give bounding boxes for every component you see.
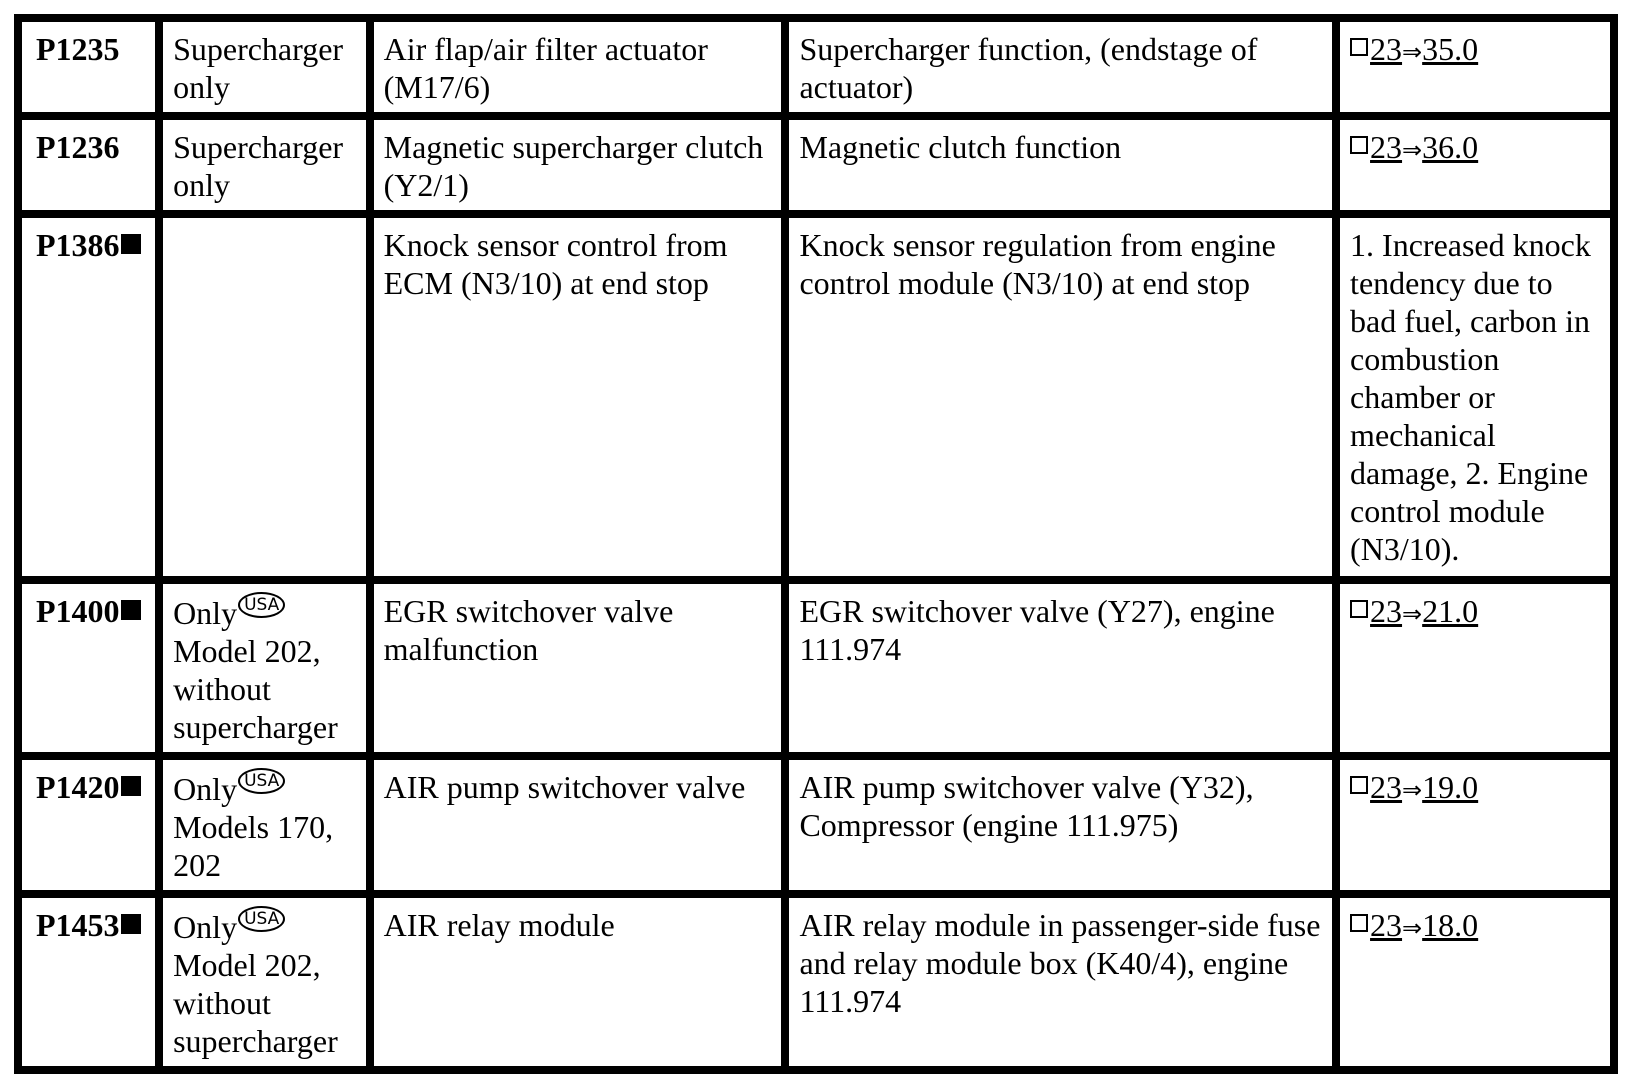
applicability-cell xyxy=(159,214,370,580)
test-text: AIR relay module in passenger-side fuse and relay module box (K40/4), engine 111.974 xyxy=(799,907,1321,1019)
reference-cell xyxy=(1336,18,1614,116)
reference-group[interactable] xyxy=(1350,907,1478,943)
arrow-right-icon: ⇒ xyxy=(1402,914,1423,942)
arrow-right-icon: ⇒ xyxy=(1402,136,1423,164)
reference-step-link[interactable]: 21.0 xyxy=(1422,593,1479,629)
marker-square-icon xyxy=(121,600,141,620)
applicability-prefix: Only xyxy=(173,909,238,945)
note-text: 1. Increased knock tendency due to bad fuel, carbon in combustion chamber or mechanical damage, 2. Engine control module (N3/10). xyxy=(1350,227,1591,567)
reference-step-link[interactable]: 18.0 xyxy=(1422,907,1479,943)
component-cell xyxy=(370,756,786,894)
applicability-detail: Model 202, without supercharger xyxy=(173,947,338,1059)
checkbox-icon xyxy=(1350,600,1368,618)
applicability-cell xyxy=(159,756,370,894)
applicability-cell xyxy=(159,18,370,116)
fault-code-cell xyxy=(18,756,159,894)
reference-group[interactable] xyxy=(1350,593,1478,629)
fault-code-cell xyxy=(18,116,159,214)
reference-section-link[interactable]: 23 xyxy=(1370,907,1403,943)
arrow-right-icon: ⇒ xyxy=(1402,600,1423,628)
component-text: Air flap/air filter actuator (M17/6) xyxy=(383,31,708,105)
reference-cell xyxy=(1336,116,1614,214)
component-text: EGR switchover valve malfunction xyxy=(383,593,674,667)
component-cell xyxy=(370,116,786,214)
fault-code-cell xyxy=(18,18,159,116)
fault-code: P1400 xyxy=(36,593,120,629)
test-text: Supercharger function, (endstage of actuator) xyxy=(799,31,1258,105)
table-row xyxy=(18,214,1614,580)
component-text: Magnetic supercharger clutch (Y2/1) xyxy=(383,129,764,203)
fault-code-cell xyxy=(18,580,159,756)
reference-step-link[interactable]: 19.0 xyxy=(1422,769,1479,805)
test-cell xyxy=(785,116,1336,214)
reference-step-link[interactable]: 35.0 xyxy=(1422,31,1479,67)
arrow-right-icon: ⇒ xyxy=(1402,38,1423,66)
fault-code: P1420 xyxy=(36,769,120,805)
reference-group[interactable] xyxy=(1350,31,1478,67)
reference-section-link[interactable]: 23 xyxy=(1370,593,1403,629)
fault-code: P1453 xyxy=(36,907,120,943)
table-body xyxy=(18,18,1614,1070)
reference-group[interactable] xyxy=(1350,769,1478,805)
usa-badge-icon: USA xyxy=(238,592,285,618)
component-text: AIR pump switchover valve xyxy=(383,769,746,805)
component-cell xyxy=(370,214,786,580)
marker-square-icon xyxy=(121,234,141,254)
reference-step-link[interactable]: 36.0 xyxy=(1422,129,1479,165)
test-text: EGR switchover valve (Y27), engine 111.974 xyxy=(799,593,1275,667)
fault-code-cell xyxy=(18,214,159,580)
checkbox-icon xyxy=(1350,776,1368,794)
table-row xyxy=(18,116,1614,214)
checkbox-icon xyxy=(1350,136,1368,154)
component-cell xyxy=(370,18,786,116)
test-cell xyxy=(785,580,1336,756)
applicability-detail: Model 202, without supercharger xyxy=(173,633,338,745)
applicability-cell xyxy=(159,116,370,214)
applicability-prefix: Supercharger only xyxy=(173,129,344,203)
applicability-prefix: Only xyxy=(173,595,238,631)
arrow-right-icon: ⇒ xyxy=(1402,776,1423,804)
component-text: Knock sensor control from ECM (N3/10) at end stop xyxy=(383,227,728,301)
checkbox-icon xyxy=(1350,914,1368,932)
fault-code: P1386 xyxy=(36,227,120,263)
usa-badge-icon: USA xyxy=(238,906,285,932)
fault-code: P1235 xyxy=(36,31,120,67)
diagnostic-code-table xyxy=(14,14,1618,1074)
fault-code: P1236 xyxy=(36,129,120,165)
applicability-prefix: Only xyxy=(173,771,238,807)
applicability-prefix: Supercharger only xyxy=(173,31,344,105)
component-cell xyxy=(370,580,786,756)
reference-cell xyxy=(1336,756,1614,894)
test-cell xyxy=(785,756,1336,894)
reference-cell xyxy=(1336,580,1614,756)
marker-square-icon xyxy=(121,914,141,934)
marker-square-icon xyxy=(121,776,141,796)
test-cell xyxy=(785,214,1336,580)
test-text: Knock sensor regulation from engine control module (N3/10) at end stop xyxy=(799,227,1276,301)
checkbox-icon xyxy=(1350,38,1368,56)
component-text: AIR relay module xyxy=(383,907,615,943)
usa-badge-icon: USA xyxy=(238,768,285,794)
table-row xyxy=(18,580,1614,756)
applicability-detail: Models 170, 202 xyxy=(173,809,334,883)
test-text: Magnetic clutch function xyxy=(799,129,1122,165)
test-text: AIR pump switchover valve (Y32), Compressor (engine 111.975) xyxy=(799,769,1254,843)
reference-group[interactable] xyxy=(1350,129,1478,165)
table-row xyxy=(18,756,1614,894)
applicability-cell xyxy=(159,580,370,756)
reference-section-link[interactable]: 23 xyxy=(1370,129,1403,165)
test-cell xyxy=(785,18,1336,116)
reference-section-link[interactable]: 23 xyxy=(1370,769,1403,805)
table-row xyxy=(18,18,1614,116)
reference-section-link[interactable]: 23 xyxy=(1370,31,1403,67)
reference-cell xyxy=(1336,214,1614,580)
